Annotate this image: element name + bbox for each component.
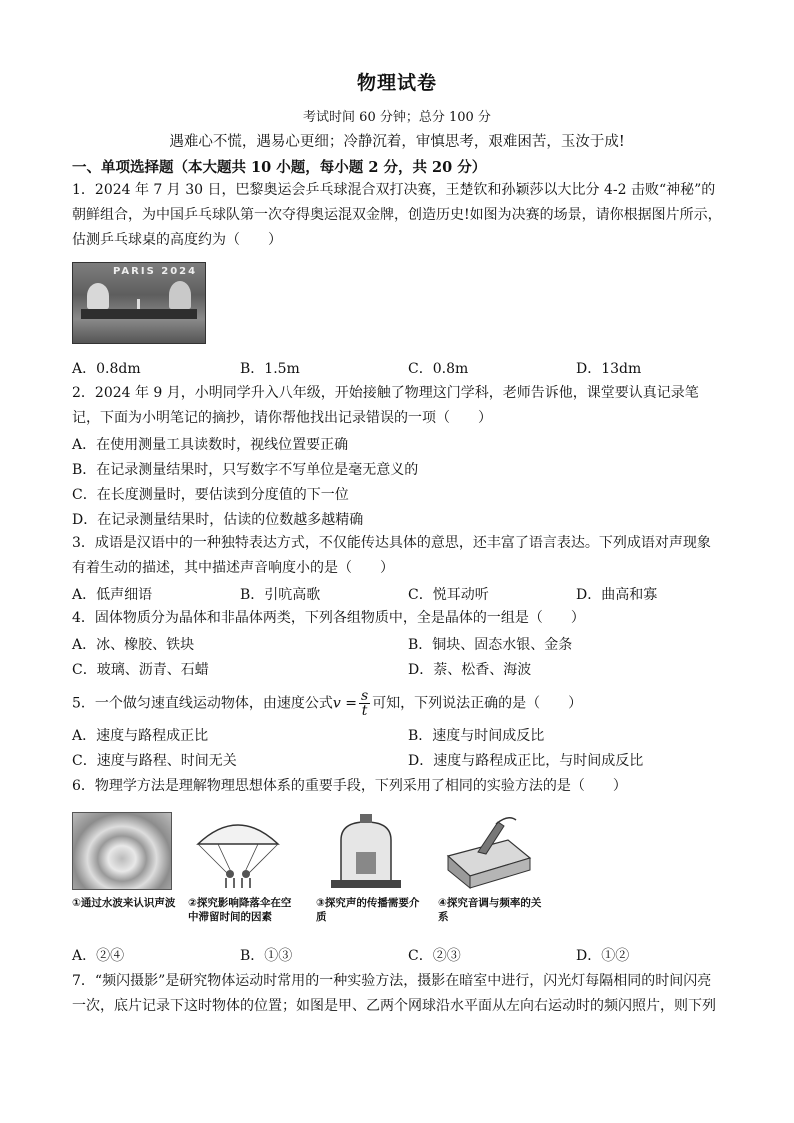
bell-jar-image <box>316 812 416 890</box>
q3-option-a: A．低声细语 <box>72 587 153 603</box>
q3-option-b: B．引吭高歌 <box>240 587 321 603</box>
question-1-text: 1．2024 年 7 月 30 日，巴黎奥运会乒乓球混合双打决赛，王楚钦和孙颖莎以大比分 4-2 击败“神秘”的朝鲜组合，为中国乒乓球队第一次夺得奥运混双金牌，创造历史!如图为决赛的场景，请你根据图片所示，估测乒乓球桌的高度约为（ ） <box>72 182 722 248</box>
q5-option-c: C．速度与路程、时间无关 <box>72 753 237 769</box>
section-heading: 一、单项选择题（本大题共 10 小题，每小题 2 分，共 20 分） <box>72 159 487 176</box>
motto: 遇难心不慌，遇易心更细；冷静沉着，审慎思考，艰难困苦，玉汝于成! <box>169 134 625 150</box>
q2-option-b: B．在记录测量结果时，只写数字不写单位是毫无意义的 <box>72 462 419 478</box>
q5-text-before: 5．一个做匀速直线运动物体，由速度公式 <box>72 695 333 712</box>
table-figure <box>81 309 197 319</box>
q2-option-d: D．在记录测量结果时，估读的位数越多越精确 <box>72 512 364 528</box>
page-title: 物理试卷 <box>356 72 437 94</box>
q6-figure-2 <box>188 812 292 924</box>
question-5-text <box>72 689 582 718</box>
q5-formula-fraction <box>359 689 370 718</box>
q6-figure-2-caption: ②探究影响降落伞在空中滞留时间的因素 <box>188 897 292 923</box>
q5-formula-denominator: t <box>361 703 368 719</box>
q1-option-a: A．0.8dm <box>72 361 141 377</box>
q5-option-a: A．速度与路程成正比 <box>72 728 209 744</box>
q6-option-d: D．①② <box>576 948 630 964</box>
q6-option-c: C．②③ <box>408 948 461 964</box>
q5-text-after: 可知，下列说法正确的是（ ） <box>372 695 583 712</box>
q6-figure-4-caption: ④探究音调与频率的关系 <box>438 897 542 923</box>
exam-info: 考试时间 60 分钟；总分 100 分 <box>303 110 491 125</box>
q3-option-d: D．曲高和寡 <box>576 587 658 603</box>
q4-option-d: D．萘、松香、海波 <box>408 662 532 678</box>
q6-figure-1-caption: ①通过水波来认识声波 <box>72 897 176 909</box>
q6-figure-1 <box>72 812 176 924</box>
q4-option-c: C．玻璃、沥青、石蜡 <box>72 662 209 678</box>
q2-option-a: A．在使用测量工具读数时，视线位置要正确 <box>72 437 349 453</box>
question-3-text: 3．成语是汉语中的一种独特表达方式，不仅能传达具体的意思，还丰富了语言表达。下列成语对声现象有着生动的描述，其中描述声音响度小的是（ ） <box>72 535 711 576</box>
photo-banner-text: PARIS 2024 <box>113 266 198 277</box>
player-right-figure <box>169 281 191 309</box>
water-wave-image <box>72 812 172 890</box>
comb-card-image <box>438 812 538 890</box>
q6-figure-3 <box>316 812 420 924</box>
table-tennis-photo <box>72 262 206 344</box>
question-6-text: 6．物理学方法是理解物理思想体系的重要手段，下列采用了相同的实验方法的是（ ） <box>72 778 627 794</box>
q3-option-c: C．悦耳动听 <box>408 587 489 603</box>
q6-figure-4 <box>438 812 542 924</box>
q6-option-a: A．②④ <box>72 948 125 964</box>
q1-option-c: C．0.8m <box>408 361 469 377</box>
q4-option-b: B．铜块、固态水银、金条 <box>408 637 573 653</box>
question-7-text: 7．“频闪摄影”是研究物体运动时常用的一种实验方法，摄影在暗室中进行，闪光灯每隔相同的时间闪亮一次，底片记录下这时物体的位置；如图是甲、乙两个网球沿水平面从左向右运动时的频闪照片，则下列 <box>72 973 716 1014</box>
q5-formula-numerator: s <box>361 688 369 704</box>
q4-option-a: A．冰、橡胶、铁块 <box>72 637 195 653</box>
parachute-image <box>188 812 288 890</box>
question-2-text: 2．2024 年 9 月，小明同学升入八年级，开始接触了物理这门学科，老师告诉他，课堂要认真记录笔记，下面为小明笔记的摘抄，请你帮他找出记录错误的一项（ ） <box>72 385 699 426</box>
q5-option-d: D．速度与路程成正比，与时间成反比 <box>408 753 644 769</box>
player-left-figure <box>87 283 109 309</box>
q1-option-b: B．1.5m <box>240 361 300 377</box>
q5-formula-lhs: v = <box>332 695 357 712</box>
q2-option-c: C．在长度测量时，要估读到分度值的下一位 <box>72 487 349 503</box>
question-4-text: 4．固体物质分为晶体和非晶体两类，下列各组物质中，全是晶体的一组是（ ） <box>72 610 585 626</box>
q5-option-b: B．速度与时间成反比 <box>408 728 545 744</box>
q6-figure-3-caption: ③探究声的传播需要介质 <box>316 897 420 923</box>
q1-option-d: D．13dm <box>576 361 642 377</box>
q6-option-b: B．①③ <box>240 948 293 964</box>
